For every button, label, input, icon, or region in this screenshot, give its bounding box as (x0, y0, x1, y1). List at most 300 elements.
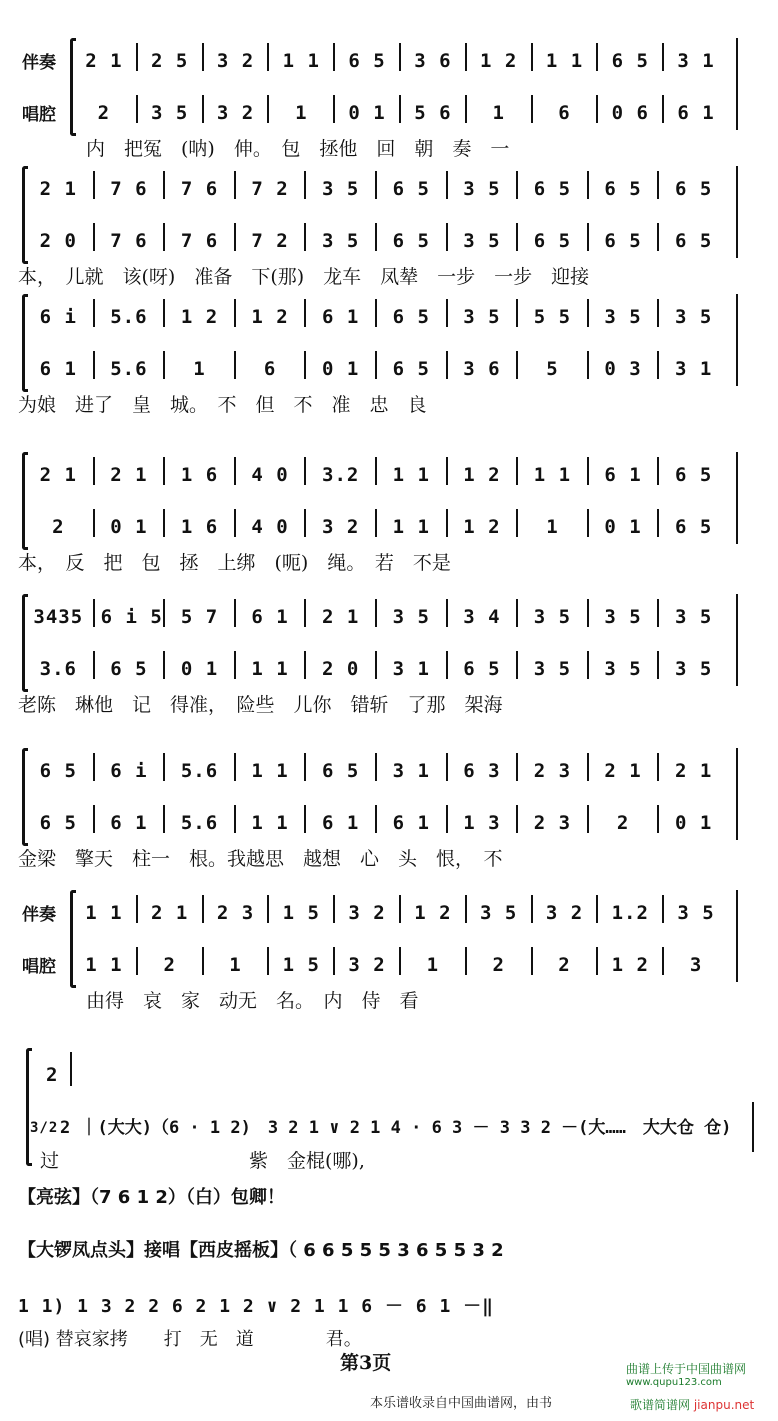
barline (399, 95, 401, 123)
measure: 1 2 (180, 306, 219, 328)
measure: 3 2 (216, 102, 255, 124)
measure: 6 1 (110, 812, 148, 834)
measure: 7 6 (110, 230, 148, 252)
measure: 2 0 (322, 658, 360, 680)
measure: 1 1 (545, 50, 584, 72)
measure: 2 3 (533, 812, 572, 834)
measure: 6 5 (39, 812, 77, 834)
barline (93, 599, 95, 627)
barline (587, 805, 589, 833)
barline (516, 805, 518, 833)
barline (657, 651, 659, 679)
barline (93, 509, 95, 537)
measure: 4 0 (251, 464, 289, 486)
vocal-row (30, 508, 722, 538)
measure: 0 6 (611, 102, 649, 124)
barline (375, 457, 377, 485)
barline (267, 895, 269, 923)
measure: 1 (229, 954, 242, 976)
measure: 5 6 (414, 102, 452, 124)
measure: 3 5 (604, 606, 642, 628)
barline (587, 299, 589, 327)
watermark-site: jianpu.net (693, 1398, 755, 1412)
measure: 6 1 (322, 306, 360, 328)
measure: 3 2 (348, 954, 386, 976)
barline (304, 509, 306, 537)
measure: 2 1 (110, 464, 148, 486)
measure: 6 1 (677, 102, 715, 124)
vocal-row (30, 804, 722, 834)
accomp-label: 伴奏 (22, 905, 56, 925)
measure: 6 5 (533, 230, 572, 252)
measure: 0 1 (674, 812, 713, 834)
barline (333, 895, 335, 923)
barline (531, 947, 533, 975)
barline (657, 509, 659, 537)
measure: 1 5 (282, 954, 320, 976)
system-end-barline (736, 452, 738, 544)
measure: 2 (558, 954, 571, 976)
barline (234, 805, 236, 833)
barline (399, 947, 401, 975)
measure: 2 5 (151, 50, 189, 72)
barline (446, 223, 448, 251)
measure: 5.6 (180, 812, 219, 834)
barline (267, 95, 269, 123)
measure: 3.2 (322, 464, 360, 486)
barline (163, 599, 165, 627)
measure: 3 4 (463, 606, 501, 628)
measure: 1 2 (463, 516, 501, 538)
measure: 0 1 (322, 358, 360, 380)
accomp-row (30, 170, 722, 200)
barline (375, 509, 377, 537)
barline (587, 753, 589, 781)
barline (93, 651, 95, 679)
measure: 6 5 (322, 760, 360, 782)
measure: 3435 (33, 606, 84, 628)
barline (662, 43, 664, 71)
lyrics-line: 金梁 擎天 柱一 根。我越思 越想 心 头 恨， 不 (18, 848, 503, 870)
vocal-row (78, 946, 722, 976)
measure: 6 1 (392, 812, 430, 834)
measure: 6 1 (322, 812, 360, 834)
measure: 6 5 (674, 464, 713, 486)
measure: 2 3 (533, 760, 572, 782)
system-brace (22, 294, 28, 392)
measure: 2 1 (85, 50, 123, 72)
barline (234, 299, 236, 327)
measure: 3 6 (414, 50, 452, 72)
barline (516, 599, 518, 627)
barline (657, 351, 659, 379)
measure: 2 1 (39, 464, 77, 486)
barline (465, 95, 467, 123)
barline (202, 43, 204, 71)
final-end-barline (752, 1102, 754, 1152)
measure: 3 2 (322, 516, 360, 538)
measure: 1 6 (180, 464, 219, 486)
measure: 3 5 (463, 306, 501, 328)
barline (304, 171, 306, 199)
barline (163, 753, 165, 781)
measure: 2 1 (604, 760, 642, 782)
measure: 2 (163, 954, 176, 976)
barline (446, 509, 448, 537)
barline (446, 299, 448, 327)
measure: 2 (616, 812, 630, 834)
measure: 3 5 (151, 102, 189, 124)
barline (267, 947, 269, 975)
measure: 6 i (110, 760, 148, 782)
measure: 6 5 (392, 178, 430, 200)
measure: 2 (52, 516, 65, 538)
barline (136, 895, 138, 923)
measure: 1 1 (251, 812, 289, 834)
measure: 3 5 (604, 658, 642, 680)
barline (446, 171, 448, 199)
barline (93, 299, 95, 327)
barline (234, 753, 236, 781)
barline (399, 895, 401, 923)
barline (202, 95, 204, 123)
measure: 0 1 (604, 516, 642, 538)
measure: 6 5 (39, 760, 77, 782)
measure: 6 (263, 358, 277, 380)
measure: 6 5 (604, 178, 642, 200)
measure: 6 5 (392, 358, 430, 380)
barline (304, 299, 306, 327)
measure: 1 1 (251, 658, 289, 680)
barline (304, 599, 306, 627)
measure: 1 1 (392, 464, 430, 486)
barline (163, 223, 165, 251)
measure: 3 2 (348, 902, 386, 924)
barline (657, 299, 659, 327)
barline (234, 351, 236, 379)
barline (163, 651, 165, 679)
measure: 6 5 (348, 50, 386, 72)
watermark-top (626, 1360, 746, 1388)
measure: 3 6 (463, 358, 501, 380)
barline (163, 351, 165, 379)
barline (136, 947, 138, 975)
measure: 6 i 5 (100, 606, 163, 628)
barline (465, 947, 467, 975)
barline (596, 895, 598, 923)
barline (163, 509, 165, 537)
barline (446, 457, 448, 485)
barline (93, 457, 95, 485)
barline (163, 171, 165, 199)
measure: 1 2 (463, 464, 501, 486)
barline (163, 299, 165, 327)
measure: 5 7 (180, 606, 219, 628)
measure: 3 5 (463, 178, 501, 200)
measure: 3 2 (545, 902, 584, 924)
barline (333, 947, 335, 975)
measure: 6 5 (463, 658, 501, 680)
barline (234, 171, 236, 199)
measure: 5.6 (110, 358, 148, 380)
vocal-row (30, 650, 722, 680)
measure: 3 1 (674, 358, 713, 380)
barline (516, 753, 518, 781)
watermark-sitename: 歌谱简谱网 (630, 1398, 691, 1412)
barline (446, 805, 448, 833)
barline (136, 43, 138, 71)
measure: 3 5 (463, 230, 501, 252)
last-notes: 1 1) 1 3 2 2 6 2 1 2 ∨ 2 1 1 6 － 6 1 －‖ (18, 1296, 494, 1317)
lyrics-line: 由得 哀 家 动无 名。 内 侍 看 (86, 990, 419, 1012)
barline (657, 805, 659, 833)
barline (596, 43, 598, 71)
barline (93, 753, 95, 781)
vocal-label: 唱腔 (22, 105, 56, 125)
measure: 5.6 (110, 306, 148, 328)
barline (662, 95, 664, 123)
measure: 1 1 (392, 516, 430, 538)
measure: 1 (546, 516, 559, 538)
accomp-row (30, 298, 722, 328)
measure: 1 (295, 102, 308, 124)
measure: 7 2 (251, 230, 289, 252)
system-end-barline (736, 38, 738, 130)
barline (93, 223, 95, 251)
barline (516, 457, 518, 485)
measure: 6 5 (611, 50, 649, 72)
system-brace (22, 748, 28, 846)
measure: 2 1 (151, 902, 189, 924)
barline (657, 599, 659, 627)
measure: 0 1 (180, 658, 219, 680)
barline (333, 43, 335, 71)
measure: 3.6 (39, 658, 77, 680)
barline (375, 171, 377, 199)
measure: 6 i (39, 306, 77, 328)
system-end-barline (736, 166, 738, 258)
barline (596, 95, 598, 123)
final-top-number: 2 (46, 1064, 59, 1086)
measure: 7 6 (180, 178, 219, 200)
liangxian-line: 【亮弦】（7 6 1 2）（白）包卿！ (18, 1187, 285, 1208)
barline (516, 299, 518, 327)
barline (587, 599, 589, 627)
barline (304, 351, 306, 379)
barline (446, 351, 448, 379)
measure: 0 1 (110, 516, 148, 538)
accomp-row (30, 752, 722, 782)
measure: 0 3 (604, 358, 642, 380)
lyrics-line: 本， 反 把 包 拯 上绑 (呃) 绳。 若 不是 (18, 552, 451, 574)
barline (234, 223, 236, 251)
measure: 3 5 (677, 902, 715, 924)
barline (202, 947, 204, 975)
barline (446, 651, 448, 679)
barline (375, 651, 377, 679)
footer-note: 本乐谱收录自中国曲谱网，由书 (370, 1396, 553, 1411)
barline (304, 651, 306, 679)
measure: 3 1 (677, 50, 715, 72)
vocal-row (30, 222, 722, 252)
dalu-line: 【大锣凤点头】接唱【西皮摇板】（ 6 6 5 5 5 3 6 5 5 3 2 (18, 1240, 504, 1261)
barline (136, 95, 138, 123)
barline (375, 805, 377, 833)
barline (465, 43, 467, 71)
measure: 3 1 (392, 658, 430, 680)
last-lyrics: (唱) 替哀家拷 打 无 道 君。 (18, 1329, 362, 1350)
measure: 2 0 (39, 230, 77, 252)
measure: 3 5 (674, 306, 713, 328)
measure: 3 5 (533, 658, 572, 680)
barline (516, 223, 518, 251)
barline (596, 947, 598, 975)
lyrics-line: 内 把冤 (呐) 伸。 包 拯他 回 朝 奏 一 (86, 138, 510, 160)
system-end-barline (736, 594, 738, 686)
barline (516, 351, 518, 379)
measure: 1 3 (463, 812, 501, 834)
barline (662, 895, 664, 923)
barline (234, 457, 236, 485)
final-time-signature: 3/2 (30, 1120, 59, 1136)
measure: 6 5 (604, 230, 642, 252)
watermark-title: 曲谱上传于中国曲谱网 (626, 1362, 747, 1376)
barline (375, 753, 377, 781)
measure: 1 (492, 102, 505, 124)
barline (304, 223, 306, 251)
measure: 6 5 (110, 658, 148, 680)
barline (333, 95, 335, 123)
final-top-barline (70, 1052, 72, 1086)
measure: 3 5 (322, 230, 360, 252)
measure: 1 2 (611, 954, 649, 976)
accomp-row (30, 456, 722, 486)
lyrics-line: 为娘 进了 皇 城。 不 但 不 准 忠 良 (18, 394, 427, 416)
barline (93, 351, 95, 379)
barline (516, 509, 518, 537)
barline (446, 753, 448, 781)
barline (587, 457, 589, 485)
watermark-bottom (630, 1396, 754, 1413)
measure: 1 6 (180, 516, 219, 538)
barline (657, 171, 659, 199)
measure: 5.6 (180, 760, 219, 782)
barline (657, 753, 659, 781)
lyrics-line: 老陈 琳他 记 得准， 险些 儿你 错斩 了那 架海 (18, 694, 503, 716)
measure: 5 (546, 358, 559, 380)
barline (375, 299, 377, 327)
barline (93, 805, 95, 833)
measure: 6 5 (674, 230, 713, 252)
barline (93, 171, 95, 199)
final-notes: 2 ｜(大大)（6 · 1 2) 3 2 1 ∨ 2 1 4 · 6 3 － 3 3 2 －(大…… 大大仓 仓) (60, 1118, 732, 1138)
barline (587, 223, 589, 251)
measure: 1 2 (480, 50, 518, 72)
barline (399, 43, 401, 71)
system-brace (70, 890, 76, 988)
final-lyrics: 过 紫 金棍(哪), (40, 1150, 365, 1172)
vocal-label: 唱腔 (22, 957, 56, 977)
measure: 7 2 (251, 178, 289, 200)
system-brace (70, 38, 76, 136)
measure: 6 5 (674, 516, 713, 538)
measure: 1.2 (611, 902, 649, 924)
measure: 7 6 (110, 178, 148, 200)
accomp-row (78, 42, 722, 72)
measure: 2 1 (39, 178, 77, 200)
accomp-row (30, 598, 722, 628)
measure: 2 (97, 102, 111, 124)
system-end-barline (736, 748, 738, 840)
vocal-row (30, 350, 722, 380)
barline (446, 599, 448, 627)
accomp-row (78, 894, 722, 924)
barline (304, 805, 306, 833)
lyrics-line: 本， 儿就 该(呀) 准备 下(那) 龙车 凤辇 一步 一步 迎接 (18, 266, 590, 288)
measure: 6 1 (251, 606, 289, 628)
barline (163, 457, 165, 485)
vocal-row (78, 94, 722, 124)
measure: 7 6 (180, 230, 219, 252)
measure: 2 (492, 954, 505, 976)
measure: 1 2 (251, 306, 289, 328)
system-brace (22, 594, 28, 692)
measure: 1 1 (282, 50, 320, 72)
measure: 4 0 (251, 516, 289, 538)
barline (375, 223, 377, 251)
barline (531, 95, 533, 123)
barline (657, 223, 659, 251)
measure: 1 1 (533, 464, 572, 486)
measure: 6 5 (392, 230, 430, 252)
barline (304, 457, 306, 485)
system-brace (22, 452, 28, 550)
measure: 2 1 (674, 760, 713, 782)
measure: 1 1 (85, 954, 123, 976)
system-end-barline (736, 294, 738, 386)
measure: 5 5 (533, 306, 572, 328)
barline (465, 895, 467, 923)
barline (234, 599, 236, 627)
accomp-label: 伴奏 (22, 53, 56, 73)
system-end-barline (736, 890, 738, 982)
measure: 3 5 (604, 306, 642, 328)
barline (516, 651, 518, 679)
measure: 6 5 (674, 178, 713, 200)
measure: 6 5 (392, 306, 430, 328)
measure: 3 (689, 954, 703, 976)
measure: 3 5 (392, 606, 430, 628)
barline (657, 457, 659, 485)
measure: 2 3 (216, 902, 255, 924)
barline (375, 351, 377, 379)
barline (587, 651, 589, 679)
measure: 6 3 (463, 760, 501, 782)
system-brace (22, 166, 28, 264)
barline (587, 171, 589, 199)
barline (531, 43, 533, 71)
measure: 6 1 (604, 464, 642, 486)
measure: 0 1 (348, 102, 386, 124)
measure: 3 5 (674, 658, 713, 680)
measure: 1 (193, 358, 206, 380)
page-number: 第3页 (340, 1352, 392, 1374)
measure: 1 (426, 954, 440, 976)
barline (163, 805, 165, 833)
measure: 1 5 (282, 902, 320, 924)
measure: 3 1 (392, 760, 430, 782)
measure: 3 2 (216, 50, 255, 72)
